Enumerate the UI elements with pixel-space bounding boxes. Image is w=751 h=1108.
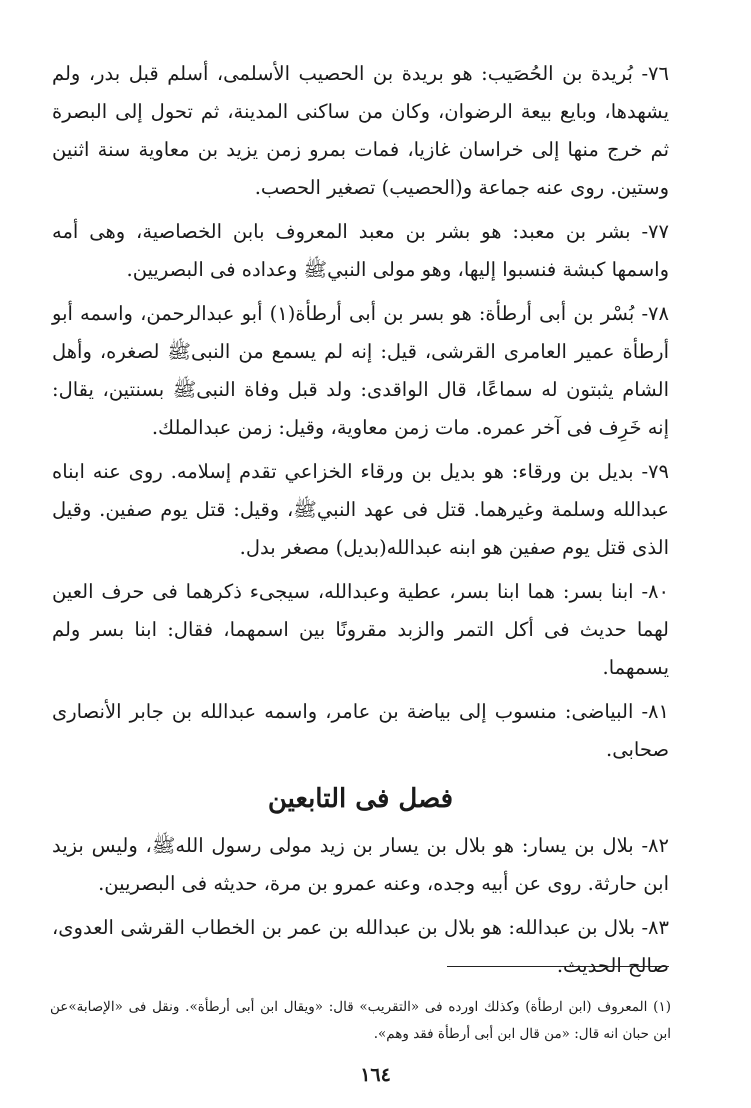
page-body [52, 55, 669, 991]
entry-82: ٨٢- بلال بن يسار: هو بلال بن يسار بن زيد مولى رسول اللهﷺ، وليس بزيد ابن حارثة. روى عن أبيه وجده، وعنه عمرو بن مرة، حديثه فى البصريين. [52, 834, 669, 895]
footnote-divider [447, 966, 669, 967]
entry-81: ٨١- البياضى: منسوب إلى بياضة بن عامر، واسمه عبدالله بن جابر الأنصارى صحابى. [52, 700, 669, 761]
entry-79: ٧٩- بديل بن ورقاء: هو بديل بن ورقاء الخزاعي تقدم إسلامه. روى عنه ابناه عبدالله وسلمة وغيرهما. قتل فى عهد النبيﷺ، وقيل: قتل يوم صفين. وقيل الذى قتل يوم صفين هو ابنه عبدالله(بديل) مصغر بدل. [52, 460, 669, 559]
entry-76: ٧٦- بُريدة بن الحُصَيب: هو بريدة بن الحصيب الأسلمى، أسلم قبل بدر، ولم يشهدها، وبايع بيعة الرضوان، وكان من ساكنى المدينة، ثم تحول إلى البصرة ثم خرج منها إلى خراسان غازيا، فمات بمرو زمن يزيد بن معاوية سنة اثنين وستين. روى عنه جماعة و(الحصيب) تصغير الحصب. [52, 62, 669, 199]
entry-78: ٧٨- بُسْر بن أبى أرطأة: هو بسر بن أبى أرطأة(١) أبو عبدالرحمن، واسمه أبو أرطأة عمير العامرى القرشى، قيل: إنه لم يسمع من النبىﷺ لصغره، وأهل الشام يثبتون له سماعًا، قال الواقدى: ولد قبل وفاة النبىﷺ بسنتين، يقال: إنه خَرِف فى آخر عمره. مات زمن معاوية، وقيل: زمن عبدالملك. [52, 302, 669, 439]
footnote: (١) المعروف (ابن ارطأة) وكذلك اورده فى «التقريب» قال: «ويقال ابن أبى أرطأة». ونقل فى «الإصابة»عن ابن حبان انه قال: «من قال ابن أبى أرطأة فقد وهم». [50, 998, 671, 1042]
section-title: فصل فى التابعين [267, 784, 454, 814]
entry-83: ٨٣- بلال بن عبدالله: هو بلال بن عبدالله بن عمر بن الخطاب القرشى العدوى، صالح الحديث. [52, 916, 669, 977]
page-number: ١٦٤ [360, 1064, 391, 1086]
entry-80: ٨٠- ابنا بسر: هما ابنا بسر، عطية وعبدالله، سيجىء ذكرهما فى حرف العين لهما حديث فى أكل التمر والزبد مقرونًا بين اسمهما، فقال: ابنا بسر ولم يسمهما. [52, 580, 669, 679]
entry-77: ٧٧- بشر بن معبد: هو بشر بن معبد المعروف بابن الخصاصية، وهى أمه واسمها كبشة فنسبوا إليها، وهو مولى النبيﷺ وعداده فى البصريين. [52, 220, 669, 281]
